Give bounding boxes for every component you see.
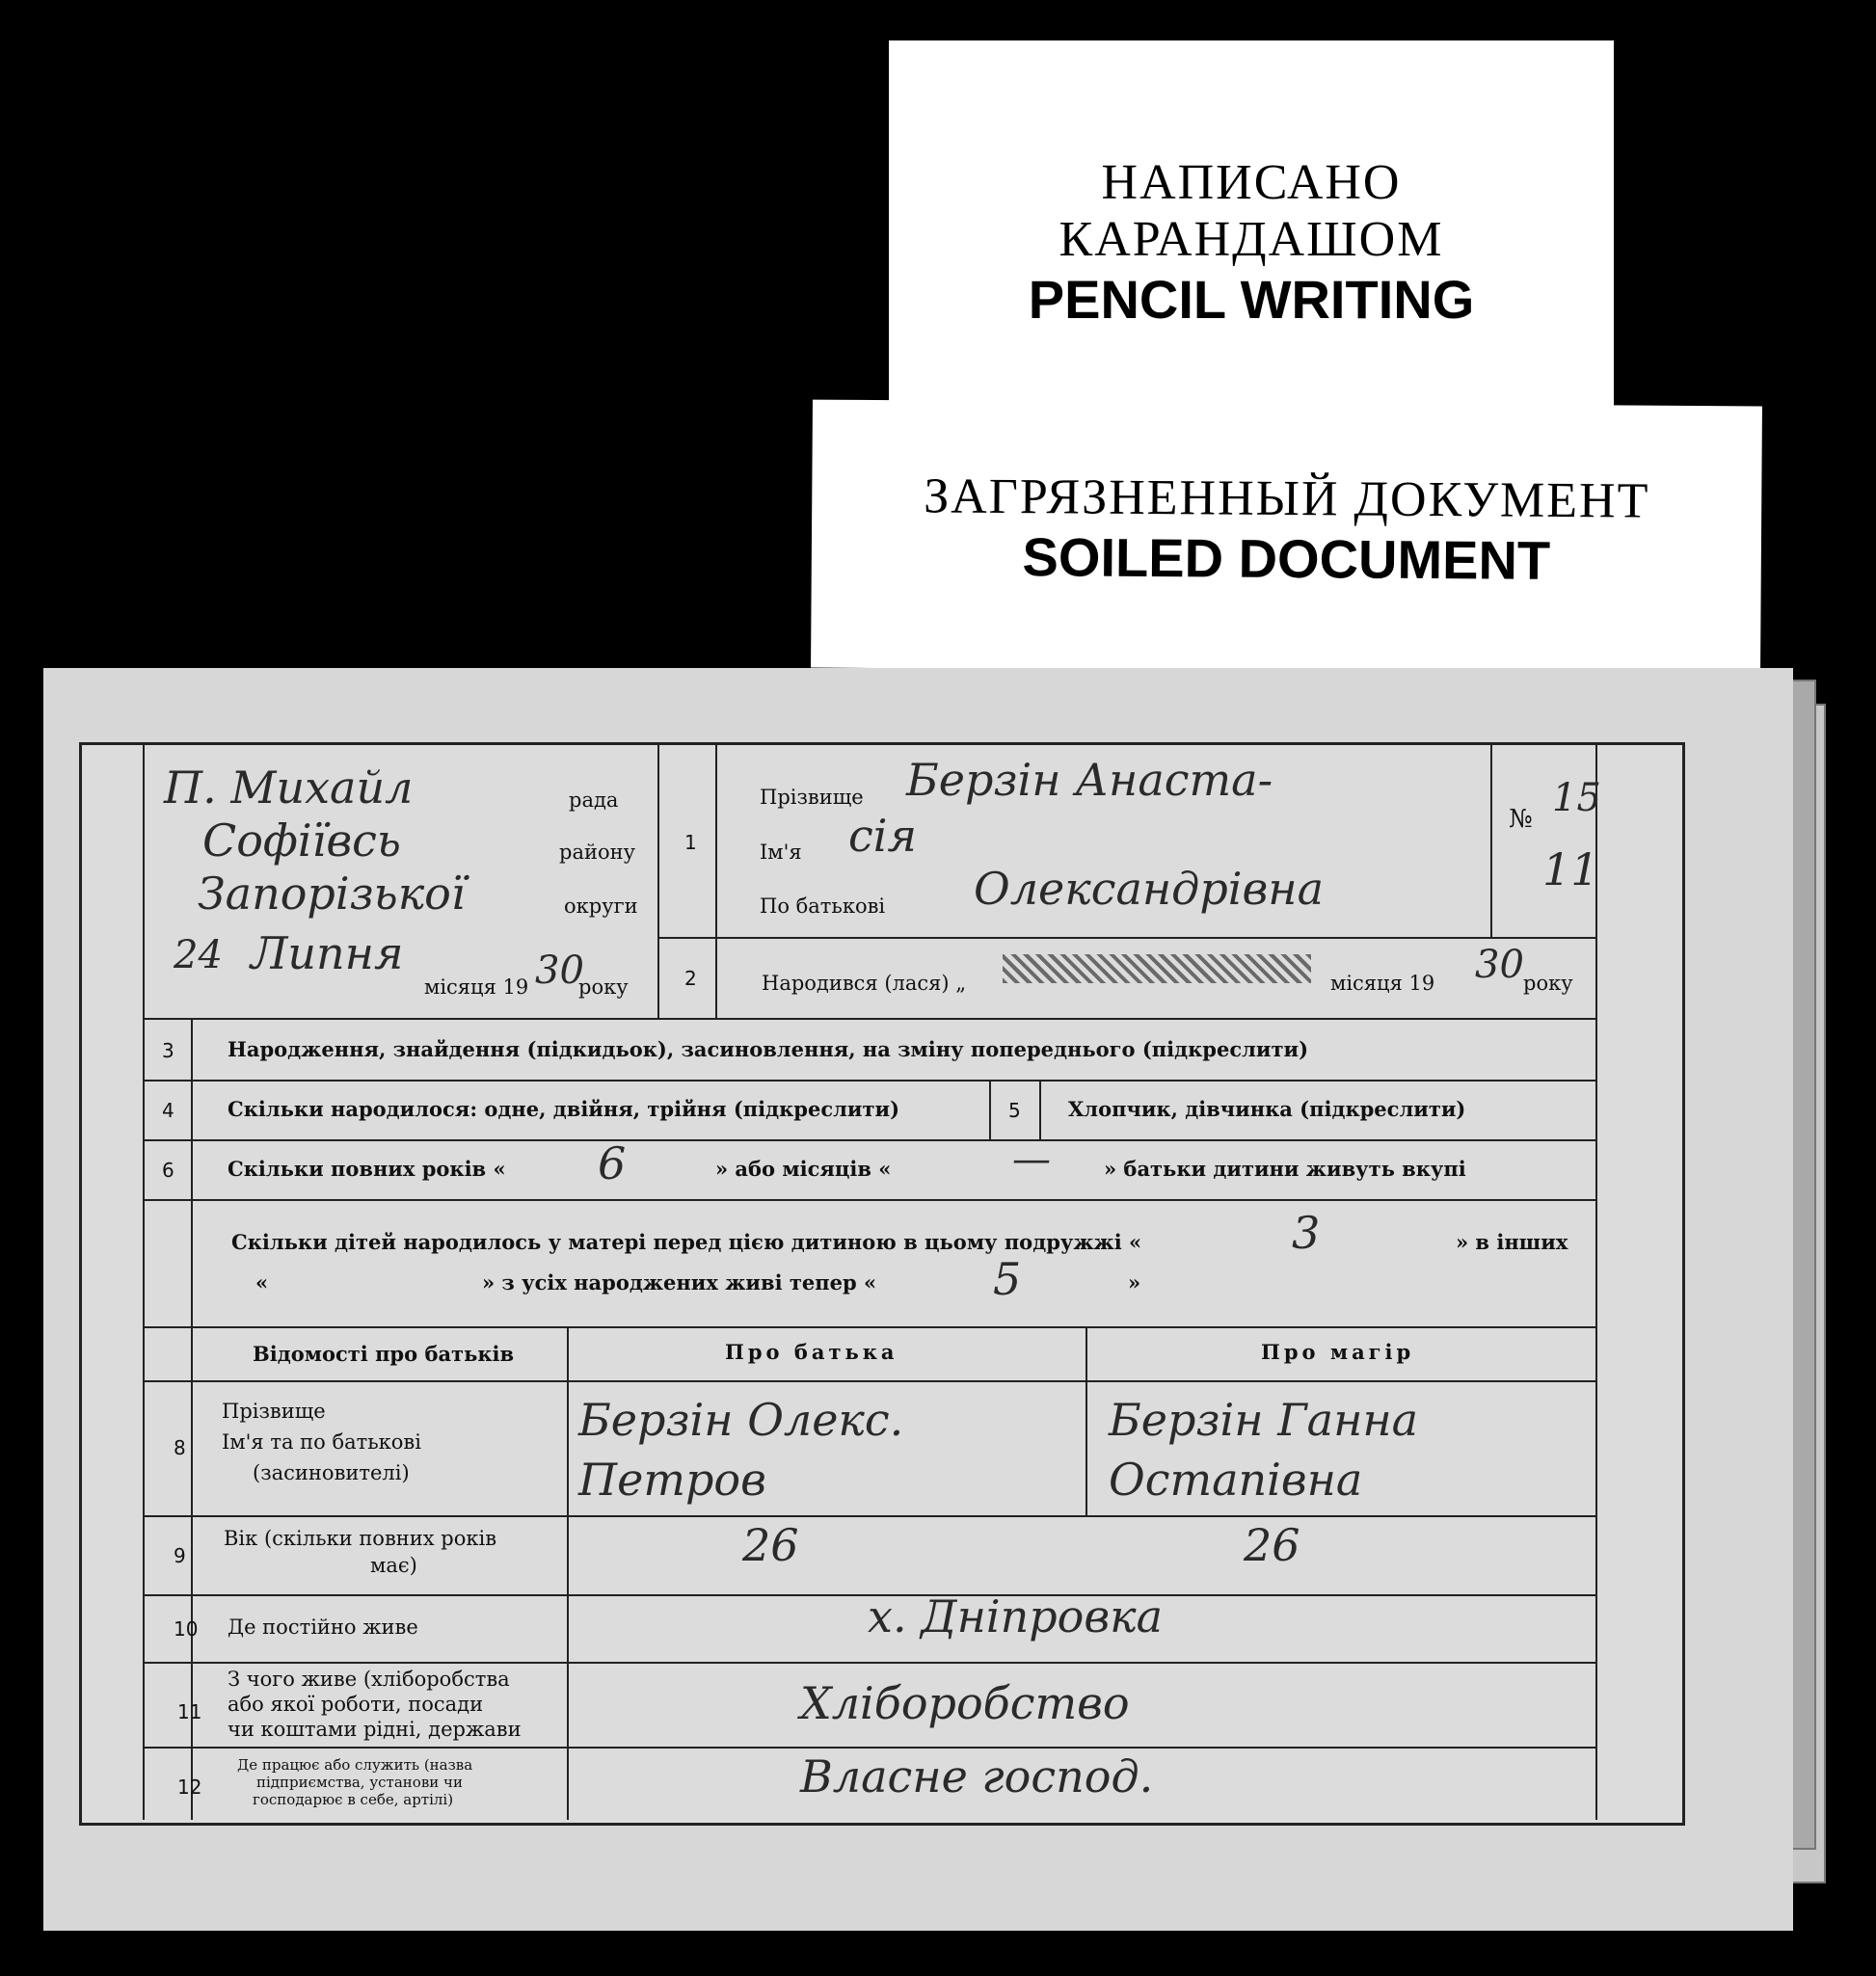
form-divider: [145, 1662, 1595, 1664]
row6-text-a: Скільки повних років «: [228, 1157, 506, 1181]
father-name-value: Берзін Олекс. Петров: [578, 1394, 904, 1506]
notice-ru-line-2: КАРАНДАШОМ: [1059, 212, 1444, 267]
row-number: 5: [1008, 1099, 1021, 1122]
form-divider: [145, 1747, 1595, 1749]
okruha-value: Запорізької: [198, 868, 466, 920]
form-divider: [145, 1199, 1595, 1201]
patronymic-label: По батькові: [760, 895, 886, 918]
row8-label-1: Прізвище: [222, 1400, 326, 1423]
soiled-ru-line: ЗАГРЯЗНЕННЫЙ ДОКУМЕНТ: [923, 468, 1650, 529]
born-label: Народився (лася) „: [762, 972, 967, 995]
okruha-label: округи: [564, 895, 638, 918]
name-label: Ім'я: [760, 841, 802, 864]
born-year-value: 30: [1475, 943, 1524, 987]
row11-label-2: або якої роботи, посади: [228, 1693, 484, 1716]
raion-label: району: [559, 841, 635, 864]
row-number: 12: [177, 1776, 202, 1799]
row12-label-2: підприємства, установи чи: [256, 1774, 463, 1791]
form-divider: [145, 1326, 1595, 1328]
child-name-value: сія: [848, 810, 917, 862]
month-value: Липня: [251, 927, 404, 979]
soiled-document-notice: [811, 400, 1762, 675]
row7-text-c: «: [255, 1270, 269, 1295]
row4-text: Скільки народилося: одне, двійня, трійня (підкреслити): [228, 1097, 900, 1121]
row7-text-e: »: [1128, 1270, 1141, 1295]
form-divider: [145, 1080, 1595, 1081]
child-patronymic-value: Олександрівна: [974, 863, 1324, 915]
months-together-value: —: [1012, 1137, 1051, 1182]
form-divider: [145, 1380, 1595, 1382]
row7-text-a: Скільки дітей народилось у матері перед цією дитиною в цьому подружжі «: [231, 1230, 1142, 1254]
mother-age-value: 26: [1244, 1519, 1300, 1571]
row-number: 3: [162, 1039, 174, 1062]
row-number: 4: [162, 1099, 174, 1122]
father-age-value: 26: [742, 1519, 799, 1571]
row-number: 9: [174, 1544, 186, 1567]
row-number: 8: [174, 1436, 186, 1459]
row-number: 10: [174, 1617, 199, 1641]
occupation-value: Хліборобство: [800, 1677, 1130, 1729]
record-number-value-2: 11: [1542, 843, 1599, 895]
mother-name-value: Берзін Ганна Остапівна: [1109, 1394, 1419, 1506]
form-divider: [145, 1515, 1595, 1517]
row-number: 1: [684, 831, 697, 854]
notice-en-line: PENCIL WRITING: [1028, 269, 1475, 330]
years-together-value: 6: [598, 1137, 627, 1189]
children-this-marriage-value: 3: [1292, 1207, 1321, 1259]
parents-header-father: Про батька: [725, 1340, 898, 1364]
residence-value: х. Дніпровка: [868, 1590, 1164, 1642]
form-divider: [145, 1139, 1595, 1141]
day-value: 24: [174, 933, 223, 977]
year-label: року: [578, 975, 629, 999]
record-number-label: №: [1509, 805, 1533, 834]
children-alive-value: 5: [993, 1253, 1022, 1305]
month-label: місяця 19: [424, 975, 529, 999]
rada-label: рада: [569, 788, 619, 812]
record-number-value: 15: [1552, 776, 1601, 820]
row7-text-d: » з усіх народжених живі тепер «: [482, 1270, 877, 1295]
parents-header-info: Відомості про батьків: [253, 1342, 515, 1366]
form-divider: [657, 937, 1597, 939]
row6-text-c: » батьки дитини живуть вкупі: [1104, 1157, 1466, 1181]
form-divider: [989, 1080, 991, 1139]
row12-label-1: Де працює або служить (назва: [237, 1756, 473, 1774]
row11-label-3: чи коштами рідні, держави: [228, 1718, 522, 1741]
row10-label: Де постійно живе: [228, 1616, 418, 1639]
child-surname-value: Берзін Анаста-: [906, 754, 1273, 806]
form-divider: [1039, 1080, 1041, 1139]
row5-text: Хлопчик, дівчинка (підкреслити): [1068, 1097, 1466, 1121]
row6-text-b: » або місяців «: [715, 1157, 892, 1181]
form-divider: [657, 744, 659, 1018]
form-divider: [1490, 744, 1492, 937]
form-divider: [1085, 1326, 1087, 1515]
row7-text-b: » в інших: [1456, 1230, 1568, 1254]
crossed-out-date: [1003, 954, 1311, 983]
born-month-label: місяця 19: [1330, 972, 1435, 995]
row-number: 2: [684, 967, 697, 990]
form-divider: [143, 744, 145, 1820]
surname-label: Прізвище: [760, 786, 864, 809]
row3-text: Народження, знайдення (підкидьок), засиновлення, на зміну попереднього (підкреслити): [228, 1037, 1309, 1061]
pencil-writing-notice: [889, 40, 1614, 416]
born-year-label: року: [1523, 972, 1573, 995]
raion-value: Софіївсь: [202, 814, 401, 867]
row9-label-2: має): [370, 1554, 417, 1577]
row8-label-2: Ім'я та по батькові: [222, 1430, 421, 1454]
row-number: 6: [162, 1159, 174, 1182]
year-value: 30: [535, 948, 584, 993]
form-divider: [715, 744, 717, 1018]
form-divider: [145, 1018, 1595, 1020]
workplace-value: Власне господ.: [800, 1750, 1154, 1802]
soiled-en-line: SOILED DOCUMENT: [1022, 526, 1551, 591]
row8-label-3: (засиновителі): [253, 1461, 410, 1484]
rada-value: П. Михайл: [164, 761, 414, 814]
row11-label-1: З чого живе (хліборобства: [228, 1668, 510, 1691]
row9-label-1: Вік (скільки повних років: [224, 1527, 497, 1550]
notice-ru-line-1: НАПИСАНО: [1101, 155, 1402, 210]
row-number: 11: [177, 1700, 202, 1723]
parents-header-mother: Про магір: [1261, 1340, 1415, 1364]
form-divider: [1595, 744, 1597, 1820]
row12-label-3: господарює в себе, артілі): [253, 1791, 454, 1808]
